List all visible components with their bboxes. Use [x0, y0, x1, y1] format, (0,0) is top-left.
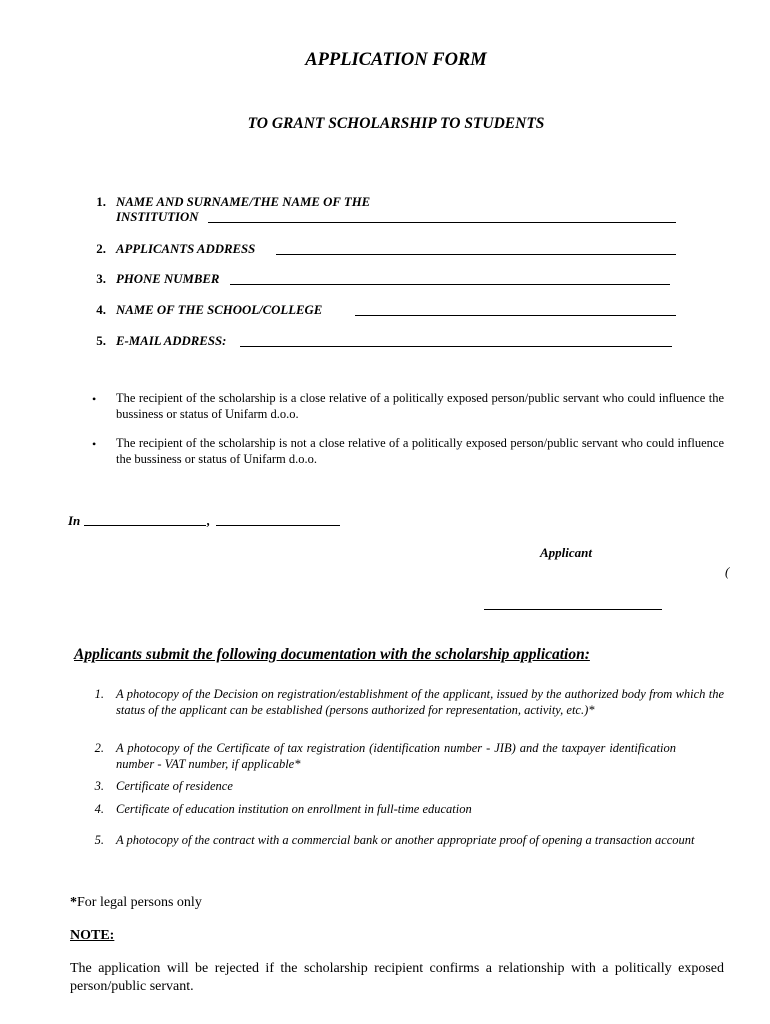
note-text: The application will be rejected if the scholarship recipient confirms a relationship with a politically exposed person/public servant.: [70, 961, 724, 994]
doc-number: 2.: [94, 741, 104, 755]
field-label-address: APPLICANTS ADDRESS: [116, 242, 256, 256]
bullet-marker[interactable]: •: [92, 437, 97, 451]
field-label-school: NAME OF THE SCHOOL/COLLEGE: [116, 303, 323, 317]
field-label-phone: PHONE NUMBER: [116, 272, 220, 286]
form-title: APPLICATION FORM: [305, 50, 487, 70]
documentation-title: Applicants submit the following documentation with the scholarship application:: [74, 646, 590, 663]
address-input-line[interactable]: [276, 254, 676, 255]
declaration-not-relative: The recipient of the scholarship is not a close relative of a politically exposed person/public servant who could influence the bussiness or status of Unifarm d.o.o.: [116, 436, 724, 466]
field-number: 3.: [96, 271, 106, 286]
field-number: 2.: [96, 241, 106, 256]
declaration-is-relative: The recipient of the scholarship is a close relative of a politically exposed person/public servant who could influence the bussiness or status of Unifarm d.o.o.: [116, 391, 724, 421]
footnote-star: *: [70, 895, 77, 910]
doc-number: 3.: [94, 779, 104, 793]
footnote: [70, 894, 202, 912]
bullet-marker[interactable]: •: [92, 392, 97, 406]
doc-number: 4.: [94, 802, 104, 816]
doc-item: Certificate of education institution on enrollment in full-time education: [116, 802, 472, 816]
field-number: 1.: [96, 194, 106, 209]
field-label-name-line2: INSTITUTION: [116, 210, 199, 224]
doc-number: 1.: [94, 687, 104, 701]
doc-item: A photocopy of the Certificate of tax registration (identification number - JIB) and the taxpayer identification number - VAT number, if applicable*: [116, 741, 676, 771]
name-input-line[interactable]: [208, 222, 676, 223]
place-input-line[interactable]: [84, 525, 206, 526]
form-subtitle: TO GRANT SCHOLARSHIP TO STUDENTS: [247, 115, 545, 132]
doc-item: A photocopy of the contract with a commercial bank or another appropriate proof of opening a transaction account: [116, 833, 695, 847]
applicant-label: Applicant: [540, 545, 593, 560]
doc-item: Certificate of residence: [116, 779, 233, 793]
field-number: 4.: [96, 302, 106, 317]
comma: ,: [207, 513, 211, 528]
email-input-line[interactable]: [240, 346, 672, 347]
place-label: In: [68, 513, 81, 528]
note-label: NOTE:: [70, 928, 115, 943]
date-input-line[interactable]: [216, 525, 340, 526]
paren: (: [725, 564, 730, 579]
phone-input-line[interactable]: [230, 284, 670, 285]
doc-number: 5.: [94, 833, 104, 847]
field-label-email: E-MAIL ADDRESS:: [116, 334, 227, 348]
signature-line[interactable]: [484, 609, 662, 610]
school-input-line[interactable]: [355, 315, 676, 316]
field-label-name-line1: NAME AND SURNAME/THE NAME OF THE: [116, 195, 371, 209]
footnote-text: For legal persons only: [77, 895, 202, 910]
doc-item: A photocopy of the Decision on registration/establishment of the applicant, issued by the authorized body from which the status of the applicant can be established (persons authorized for representation, activity, etc.)*: [116, 687, 724, 717]
field-number: 5.: [96, 333, 106, 348]
